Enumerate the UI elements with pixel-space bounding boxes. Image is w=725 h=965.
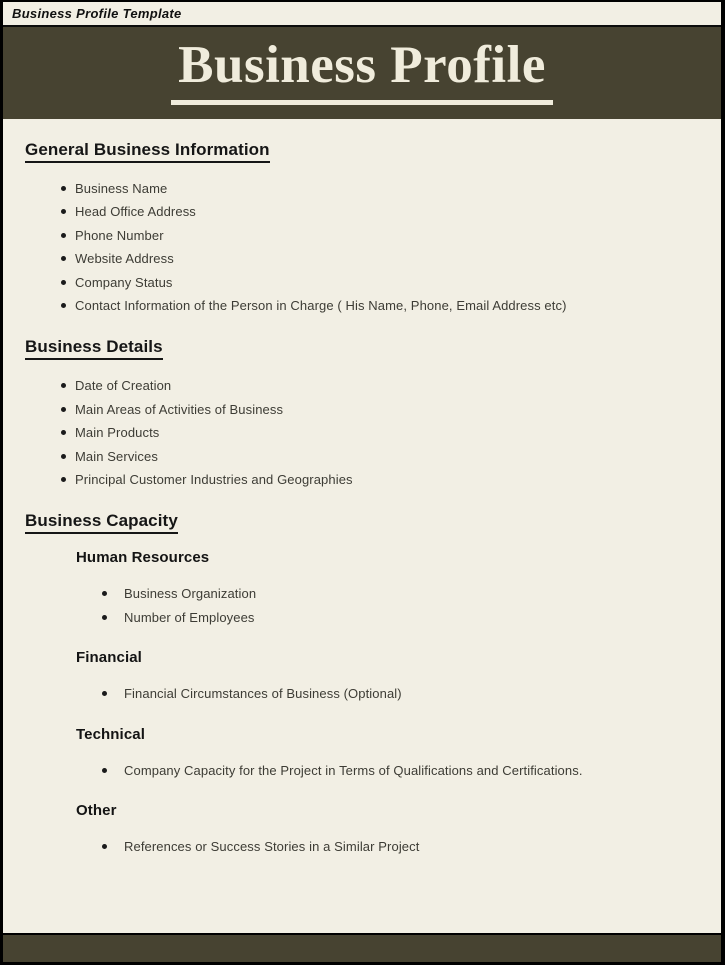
subsection-heading-financial: Financial [76, 649, 142, 667]
financial-list [25, 682, 701, 705]
general-business-information-list [25, 177, 701, 317]
list-item: Date of Creation [60, 374, 701, 397]
page-title: Business Profile [171, 36, 553, 105]
subsection-heading-human-resources: Human Resources [76, 549, 210, 567]
technical-list [25, 759, 701, 782]
list-item: Company Capacity for the Project in Terms of Qualifications and Certifications. [101, 759, 701, 782]
list-item: Principal Customer Industries and Geographies [60, 468, 701, 491]
section-heading: Business Capacity [25, 511, 178, 534]
list-item: Website Address [60, 247, 701, 270]
title-banner [3, 25, 721, 119]
section-business-details [25, 337, 701, 360]
list-item: Number of Employees [101, 606, 701, 629]
list-item: References or Success Stories in a Similar Project [101, 835, 701, 858]
list-item: Business Organization [101, 582, 701, 605]
list-item: Main Products [60, 421, 701, 444]
footer-band [3, 933, 721, 962]
human-resources-list [25, 582, 701, 629]
document-body [3, 119, 721, 859]
document-header-bar [3, 2, 721, 25]
list-item: Main Services [60, 445, 701, 468]
list-item: Main Areas of Activities of Business [60, 398, 701, 421]
list-item: Financial Circumstances of Business (Optional) [101, 682, 701, 705]
list-item: Company Status [60, 271, 701, 294]
list-item: Business Name [60, 177, 701, 200]
section-general-business-information [25, 140, 701, 163]
section-heading: Business Details [25, 337, 163, 360]
template-label: Business Profile Template [12, 6, 182, 21]
subsection-heading-technical: Technical [76, 725, 145, 743]
list-item: Head Office Address [60, 200, 701, 223]
section-business-capacity [25, 511, 701, 534]
other-list [25, 835, 701, 858]
business-details-list [25, 374, 701, 491]
list-item: Phone Number [60, 224, 701, 247]
list-item: Contact Information of the Person in Charge ( His Name, Phone, Email Address etc) [60, 294, 701, 317]
subsection-heading-other: Other [76, 802, 117, 820]
section-heading: General Business Information [25, 140, 270, 163]
